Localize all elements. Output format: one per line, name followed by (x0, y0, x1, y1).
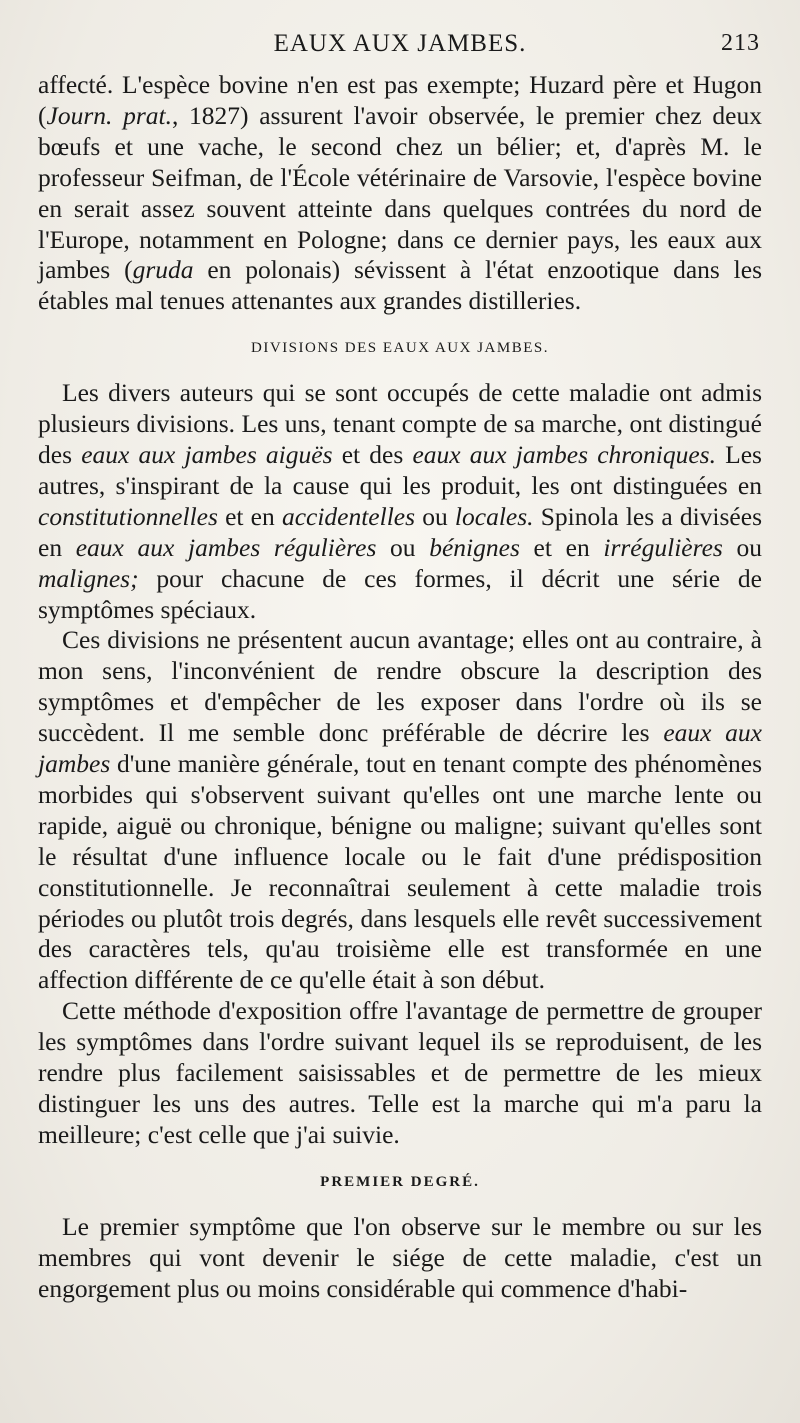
text-run: d'une manière générale, tout en tenant compte des phénomènes morbides qui s'observent suivant qu'elles ont une marche lente ou rapide, aiguë ou chronique, bénigne ou maligne; suivant qu'elles sont le résultat d'une influence locale ou le fait d'une prédisposition constitutionnelle. Je reconnaîtrai seulement à cette maladie trois périodes ou plutôt trois degrés, dans lesquels elle revêt successivement des caractères tels, qu'au troisième elle est transformée en une affection différente de ce qu'elle était à son début. (38, 749, 762, 995)
text-run: et en (519, 532, 604, 562)
section-heading-premier-degre: PREMIER DEGRÉ. (320, 1173, 480, 1190)
section-heading-divisions: DIVISIONS DES EAUX AUX JAMBES. (251, 340, 549, 357)
text-run: en polonais) sévissent à l'état enzootique dans les étables mal tenues attenantes aux grandes distilleries. (38, 255, 762, 316)
italic-run: eaux aux jambes régulières (75, 532, 377, 562)
text-run: ou (722, 532, 762, 562)
italic-run: gruda (132, 255, 194, 285)
italic-run: bénignes (429, 532, 520, 562)
text-run: pour chacune de ces formes, il décrit une série de symptômes spéciaux. (38, 563, 762, 624)
paragraph-2 (38, 378, 762, 625)
paragraph-4: Cette méthode d'exposition offre l'avantage de permettre de grouper les symptômes dans l'ordre suivant lequel ils se reproduisent, de les rendre plus facilement saisissables et de permettre de les mieux distinguer les uns des autres. Telle est la marche qui m'a paru la meilleure; c'est celle que j'ai suivie. (38, 996, 762, 1149)
italic-run: Journ. prat. (46, 100, 172, 130)
body-text (38, 70, 762, 1304)
text-run: et des (332, 439, 413, 469)
text-run: affecté. L'espèce bovine n'en est pas exempte; Huzard père et Hugon ( (38, 70, 762, 130)
text-run: et en (217, 501, 282, 531)
text-run: , 1827) assurent l'avoir observée, le premier chez deux bœufs et une vache, le second chez un bélier; et, d'après M. le professeur Seifman, de l'École vétérinaire de Varsovie, l'espèce bovine en serait assez souvent atteinte dans quelques contrées du nord de l'Europe, notamment en Pologne; dans ce dernier pays, les eaux aux jambes ( (38, 100, 762, 285)
page-number: 213 (721, 30, 760, 56)
italic-run: eaux aux jambes (38, 718, 762, 779)
paragraph-3 (38, 625, 762, 996)
italic-run: eaux aux jambes chroniques. (412, 439, 716, 469)
text-run: Spinola les a divisées en (38, 501, 762, 562)
italic-run: constitutionnelles (38, 501, 218, 531)
italic-run: eaux aux jambes aiguës (81, 439, 333, 469)
italic-run: malignes; (38, 563, 139, 593)
running-head (38, 30, 762, 70)
text-run: ou (376, 532, 430, 562)
italic-run: accidentelles (281, 501, 416, 531)
italic-run: locales. (454, 501, 534, 531)
paragraph-1 (38, 70, 762, 317)
text-run: Les autres, s'inspirant de la cause qui les produit, les ont distinguées en (38, 439, 762, 500)
text-run: ou (415, 501, 455, 531)
text-run: Ces divisions ne présentent aucun avantage; elles ont au contraire, à mon sens, l'inconvénient de rendre obscure la description des symptômes et d'empêcher de les exposer dans l'ordre où ils se succèdent. Il me semble donc préférable de décrire les (38, 625, 762, 748)
italic-run: irrégulières (603, 532, 723, 562)
running-title: EAUX AUX JAMBES. (273, 30, 527, 57)
text-run: Les divers auteurs qui se sont occupés de cette maladie ont admis plusieurs divisions. Les uns, tenant compte de sa marche, ont distingué des (38, 378, 762, 469)
paragraph-5: Le premier symptôme que l'on observe sur le membre ou sur les membres qui vont devenir le siége de cette maladie, c'est un engorgement plus ou moins considérable qui commence d'habi- (38, 1211, 762, 1303)
